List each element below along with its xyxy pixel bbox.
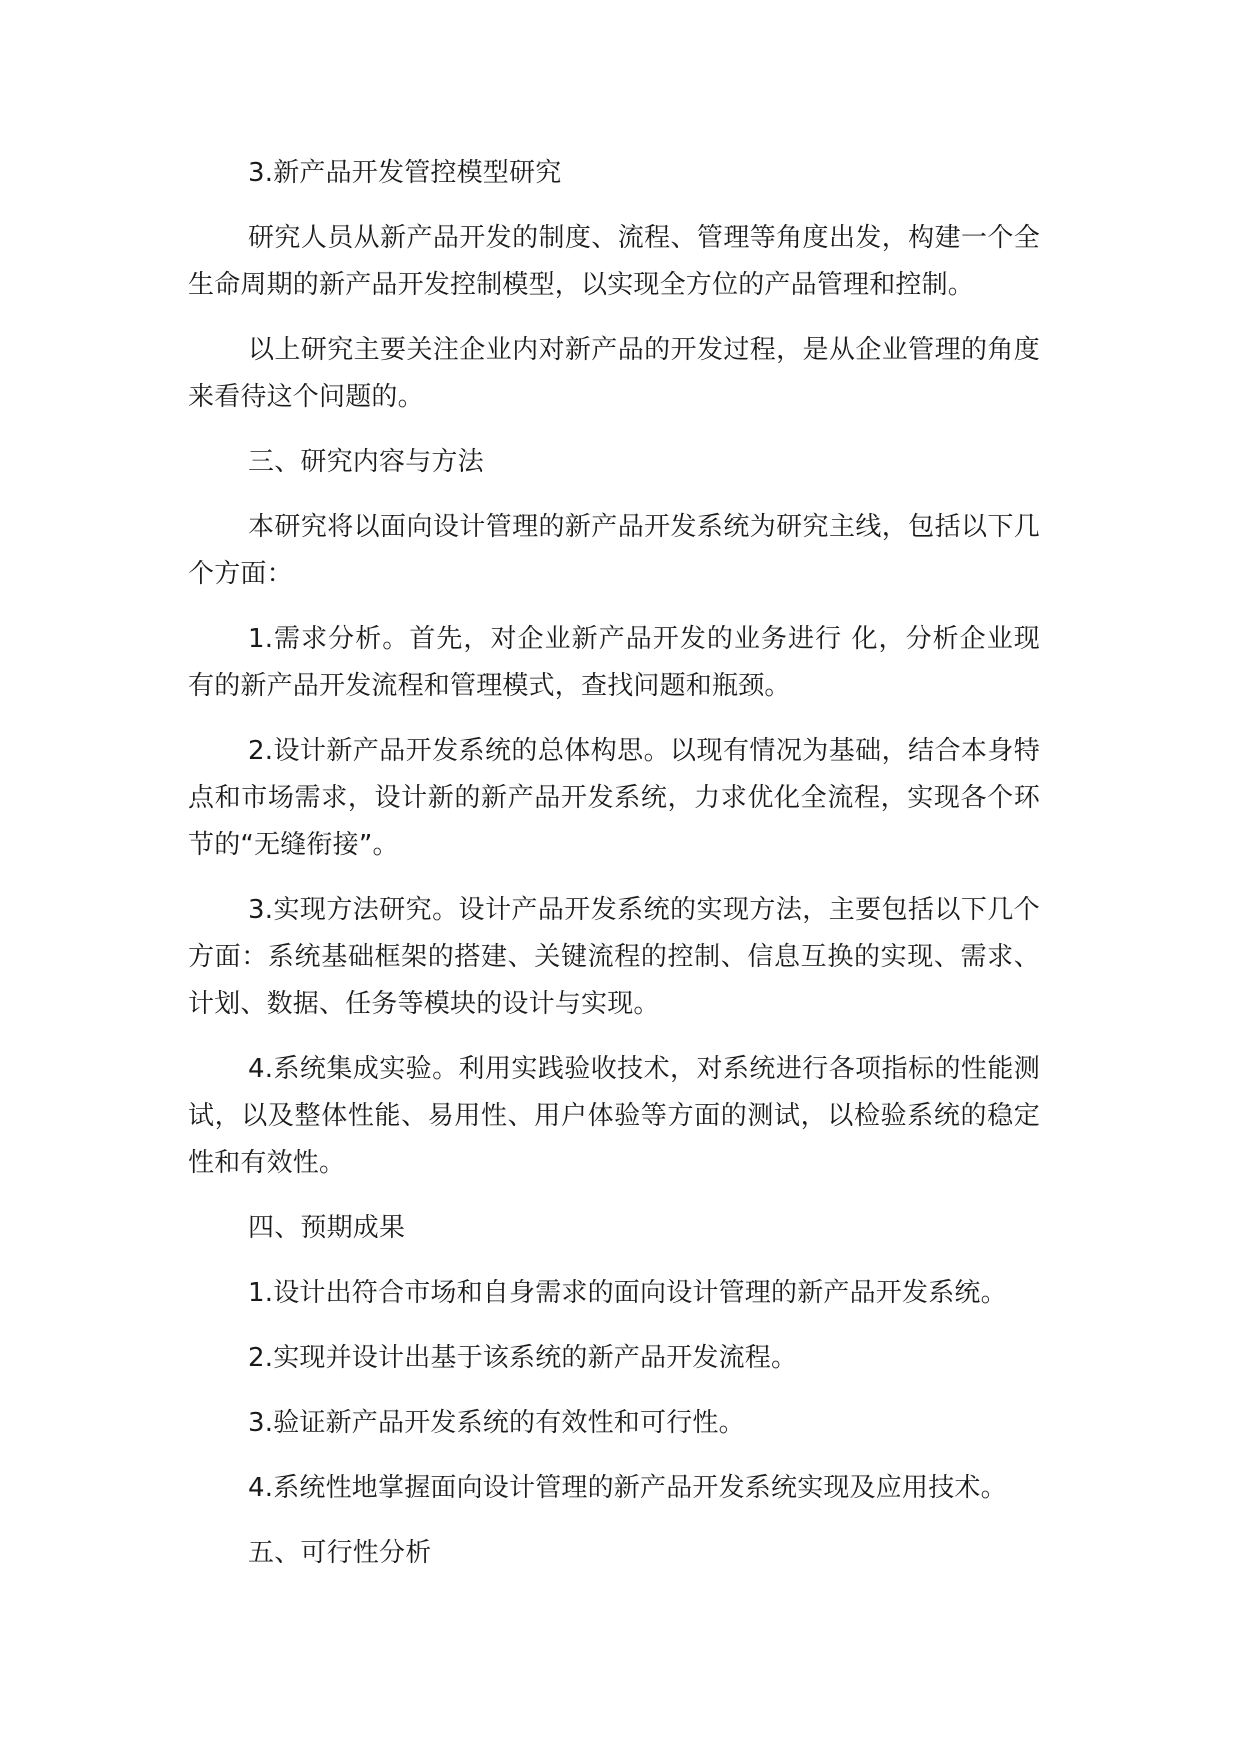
result-item-2: 2.实现并设计出基于该系统的新产品开发流程。 [248, 1343, 798, 1373]
paragraph-control-model: 研究人员从新产品开发的制度、流程、管理等角度出发，构建一个全生命周期的新产品开发控制模型，以实现全方位的产品管理和控制。 [188, 223, 1040, 300]
paragraph-summary: 以上研究主要关注企业内对新产品的开发过程，是从企业管理的角度来看待这个问题的。 [188, 335, 1040, 412]
subheading-control-model: 3.新产品开发管控模型研究 [248, 158, 562, 188]
result-item-3: 3.验证新产品开发系统的有效性和可行性。 [248, 1408, 745, 1438]
result-item-4: 4.系统性地掌握面向设计管理的新产品开发系统实现及应用技术。 [248, 1473, 1007, 1503]
list-item-requirements: 1.需求分析。首先，对企业新产品开发的业务进行 化，分析企业现有的新产品开发流程和管理模式，查找问题和瓶颈。 [188, 624, 1040, 701]
result-item-1: 1.设计出符合市场和自身需求的面向设计管理的新产品开发系统。 [248, 1278, 1007, 1308]
list-item-implementation: 3.实现方法研究。设计产品开发系统的实现方法，主要包括以下几个方面：系统基础框架的搭建、关键流程的控制、信息互换的实现、需求、计划、数据、任务等模块的设计与实现。 [188, 895, 1040, 1019]
document-page [188, 150, 1040, 1595]
section-heading-feasibility: 五、可行性分析 [248, 1538, 432, 1568]
section-heading-content-methods: 三、研究内容与方法 [248, 447, 484, 477]
section-heading-expected-results: 四、预期成果 [248, 1213, 406, 1243]
paragraph-research-intro: 本研究将以面向设计管理的新产品开发系统为研究主线，包括以下几个方面： [188, 512, 1040, 589]
list-item-overall-design: 2.设计新产品开发系统的总体构思。以现有情况为基础，结合本身特点和市场需求，设计新的新产品开发系统，力求优化全流程，实现各个环节的“无缝衔接”。 [188, 736, 1040, 860]
list-item-integration-test: 4.系统集成实验。利用实践验收技术，对系统进行各项指标的性能测试，以及整体性能、易用性、用户体验等方面的测试，以检验系统的稳定性和有效性。 [188, 1054, 1040, 1178]
